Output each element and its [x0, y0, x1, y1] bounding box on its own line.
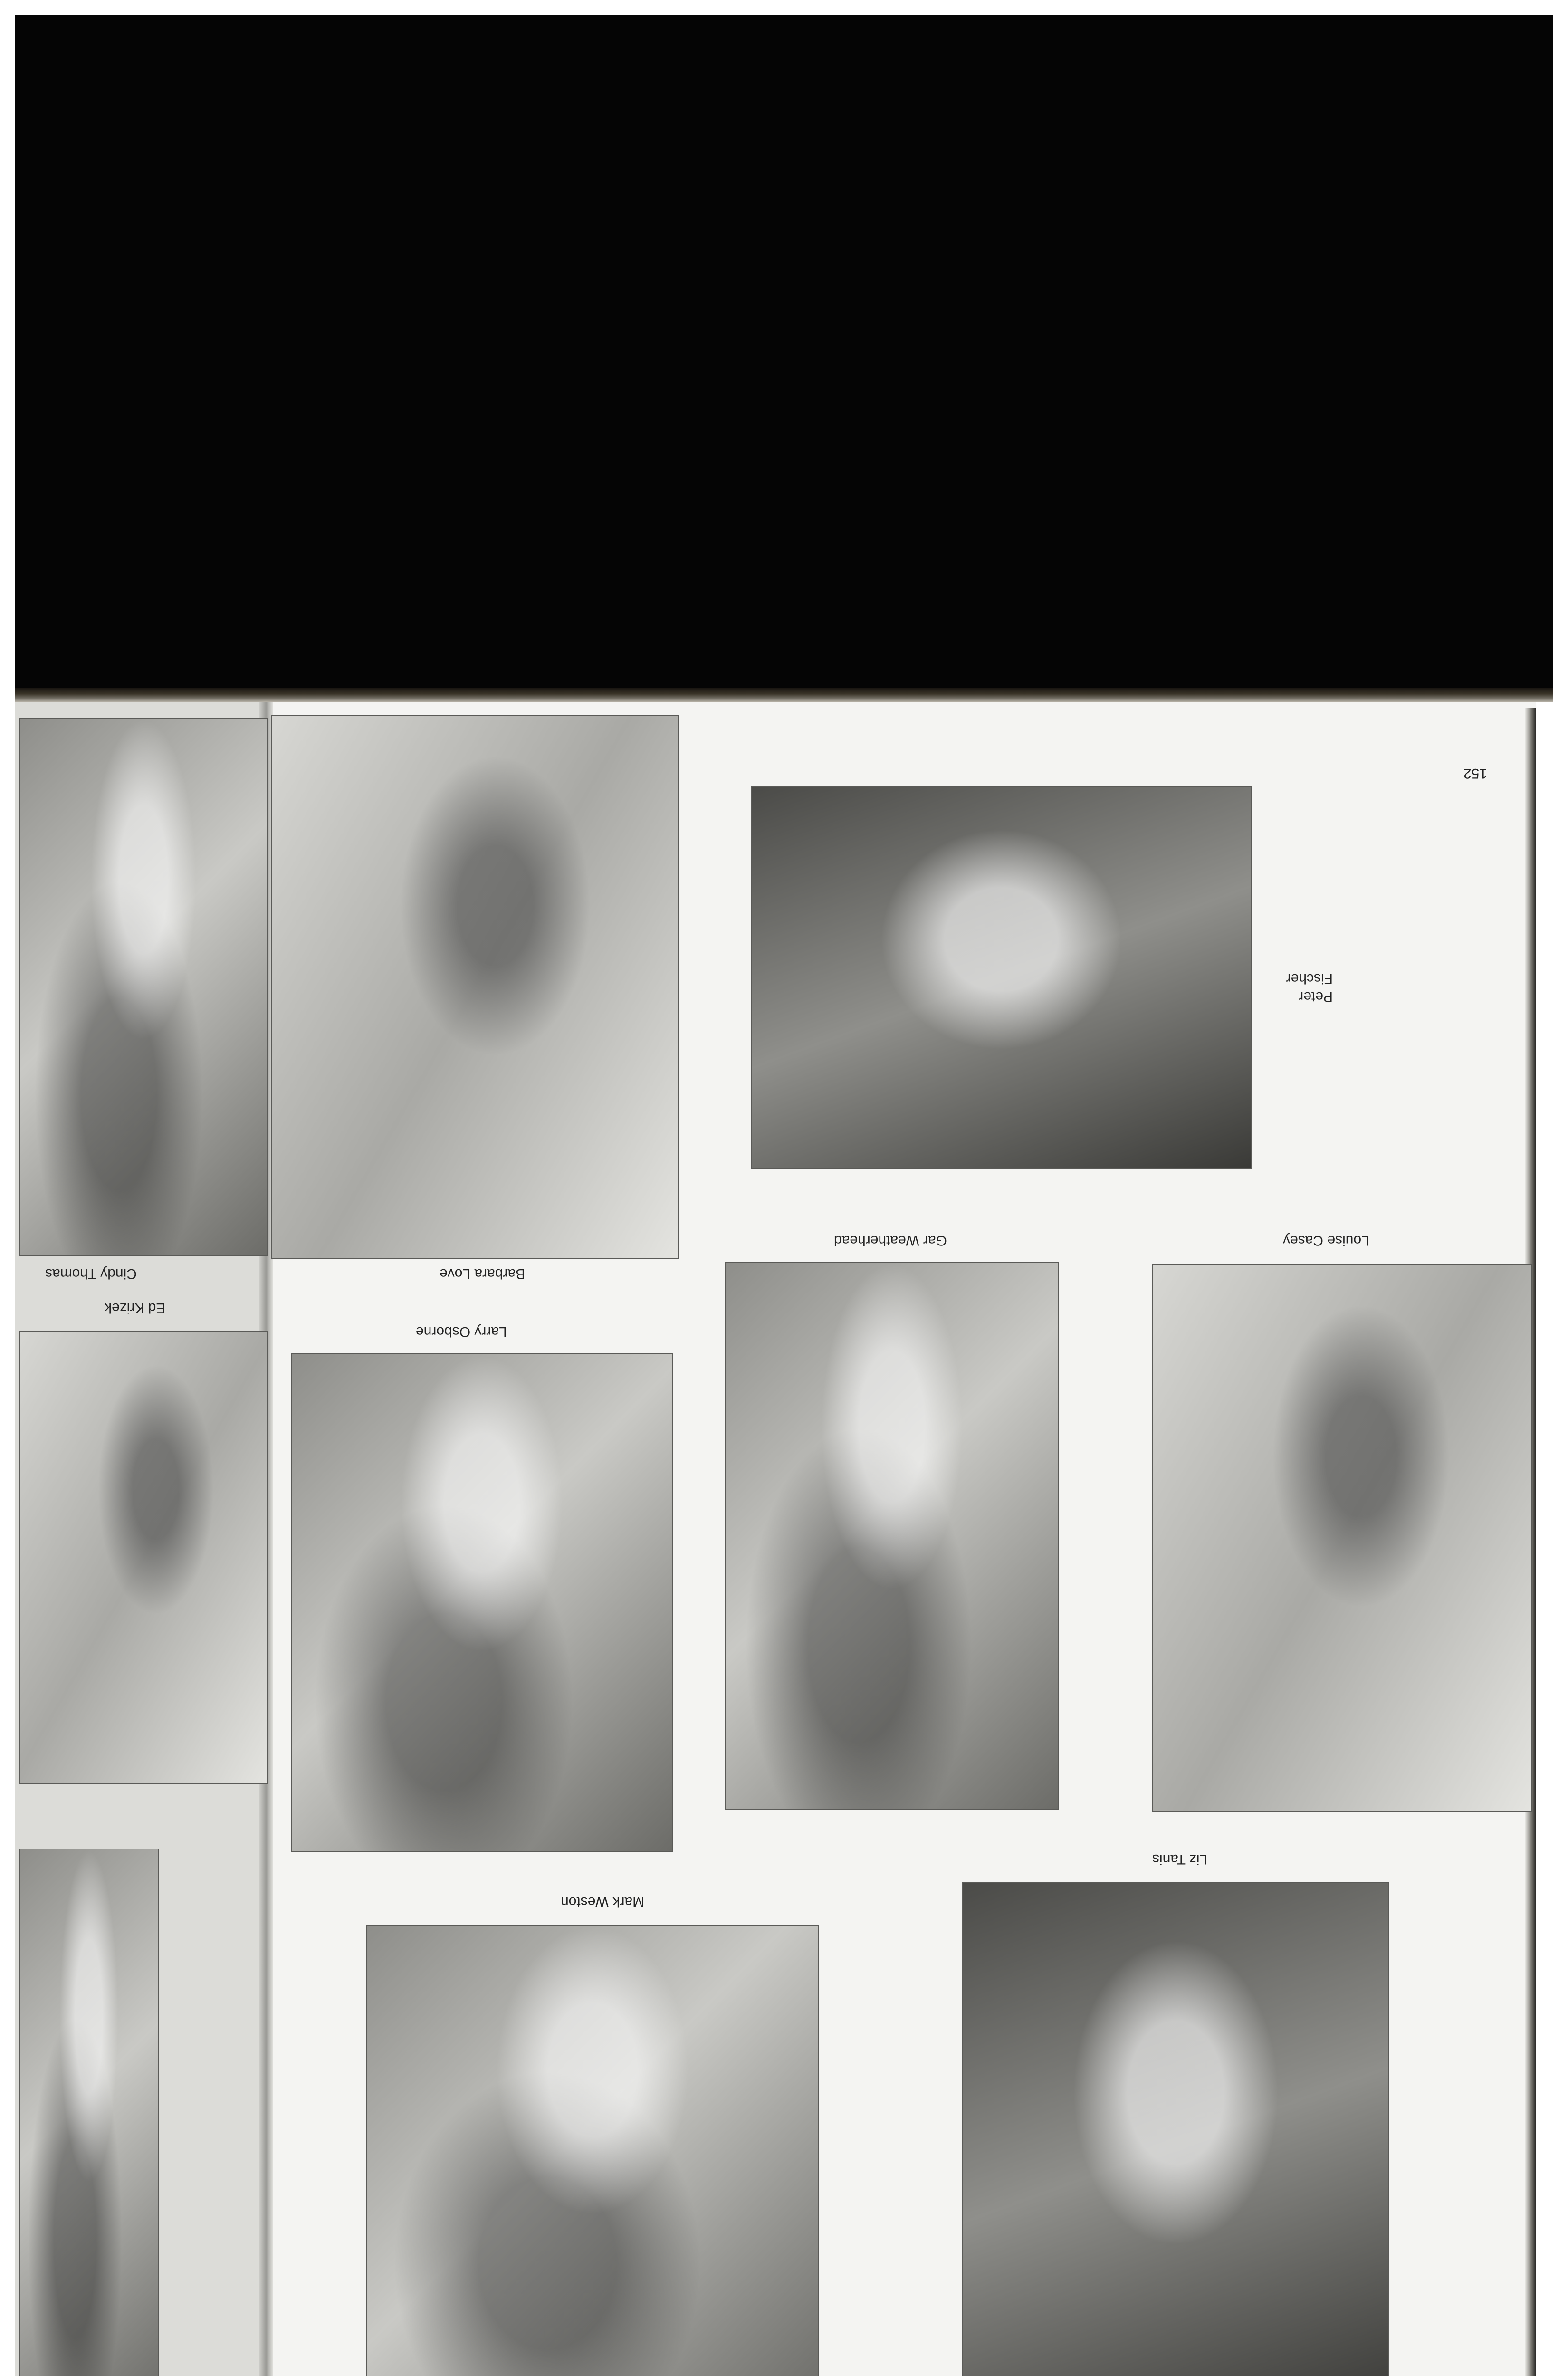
page-number: 152 [1463, 766, 1488, 781]
book-cover [15, 15, 1553, 695]
caption-cindy-thomas: Cindy Thomas [45, 1266, 137, 1282]
caption-liz-tanis: Liz Tanis [1152, 1851, 1208, 1867]
photo-liz-tanis [962, 1882, 1389, 2376]
photo-partial-left [19, 1849, 159, 2376]
photo-ed-krizek [19, 1331, 268, 1784]
cover-edge [15, 688, 1553, 702]
caption-gar-weatherhead: Gar Weatherhead [834, 1233, 947, 1248]
caption-larry-osborne: Larry Osborne [416, 1324, 507, 1340]
caption-peter-fischer: Peter Fischer [1286, 971, 1333, 1005]
caption-barbara-love: Barbara Love [440, 1266, 526, 1282]
photo-barbara-love [271, 715, 679, 1259]
caption-mark-weston: Mark Weston [561, 1894, 645, 1910]
photo-mark-weston [366, 1925, 819, 2376]
photo-gar-weatherhead [725, 1262, 1059, 1810]
caption-louise-casey: Louise Casey [1283, 1233, 1369, 1248]
caption-ed-krizek: Ed Krizek [105, 1300, 166, 1316]
photo-larry-osborne [291, 1353, 673, 1852]
photo-peter-fischer [751, 786, 1252, 1169]
photo-cindy-thomas [19, 718, 268, 1256]
photo-louise-casey [1152, 1264, 1532, 1812]
